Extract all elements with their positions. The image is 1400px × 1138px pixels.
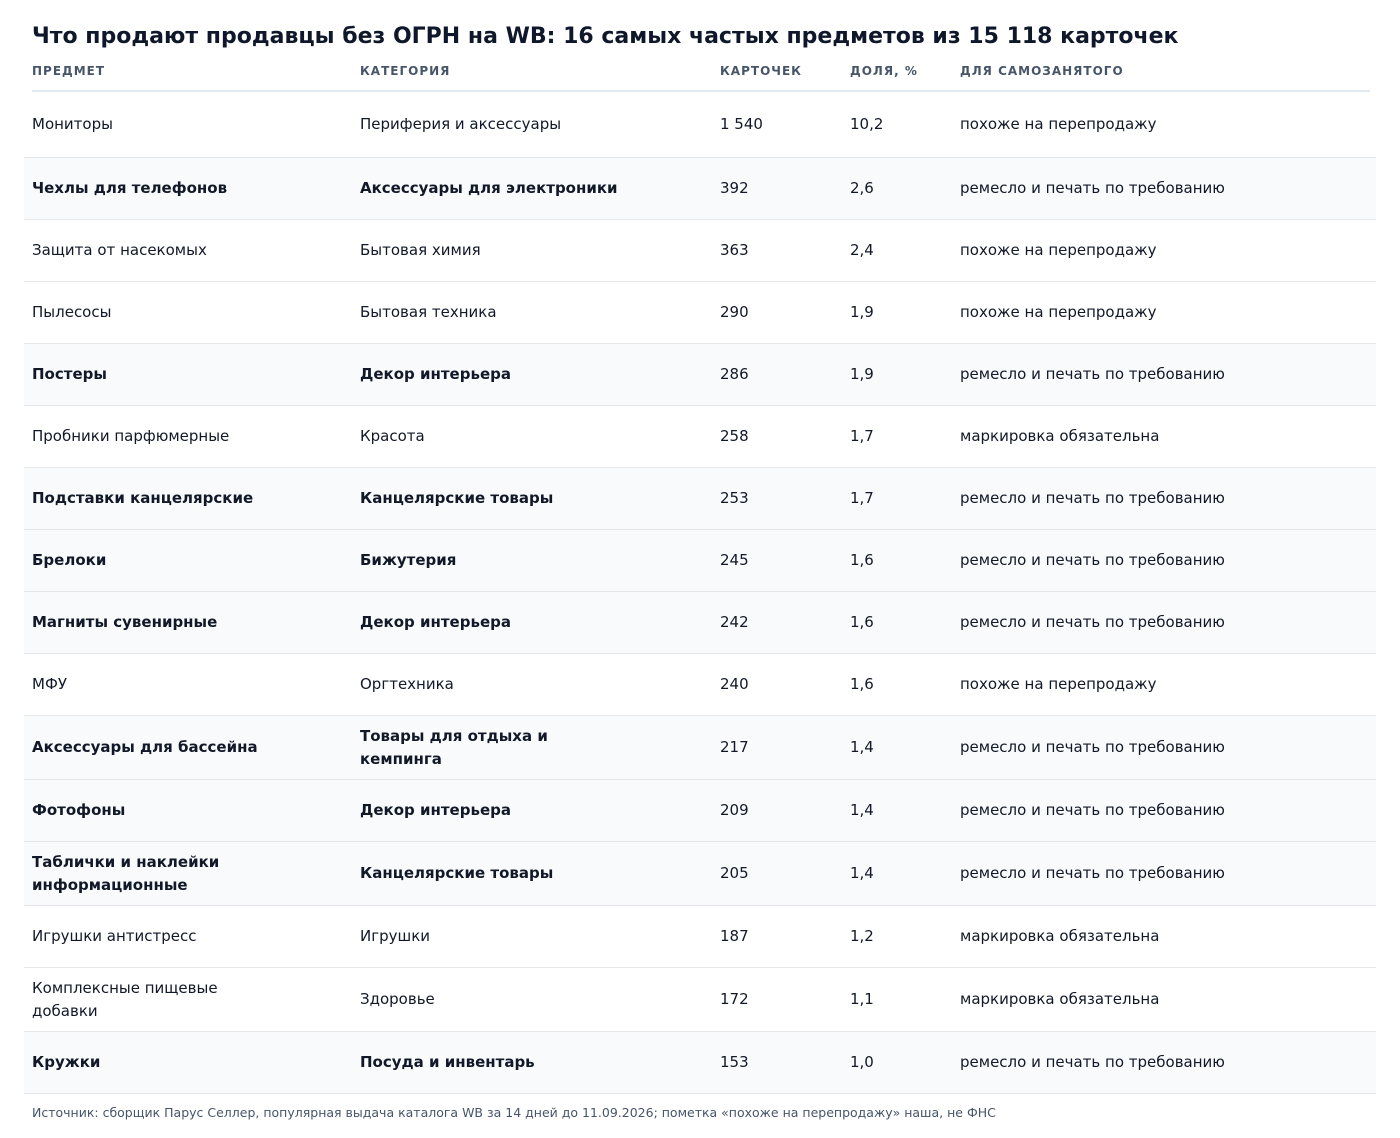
- cell-share: 1,6: [850, 675, 874, 693]
- source-note: Источник: сборщик Парус Селлер, популярная выдача каталога WB за 14 дней до 11.09.2026; пометка «похоже на перепродажу» наша, не ФНС: [32, 1105, 996, 1120]
- table-body: [24, 92, 1376, 1094]
- cell-subject: Брелоки: [32, 551, 107, 569]
- cell-share: 10,2: [850, 115, 884, 133]
- table-row: [24, 220, 1376, 282]
- cell-share: 1,1: [850, 990, 874, 1008]
- cell-category: Посуда и инвентарь: [360, 1053, 535, 1071]
- cell-subject: Мониторы: [32, 115, 113, 133]
- cell-cards: 1 540: [720, 115, 763, 133]
- cell-note: похоже на перепродажу: [960, 241, 1157, 259]
- column-header-share: ДОЛЯ, %: [850, 64, 918, 78]
- cell-note: ремесло и печать по требованию: [960, 738, 1225, 756]
- cell-cards: 187: [720, 927, 749, 945]
- table-row: [24, 92, 1376, 158]
- cell-share: 1,9: [850, 365, 874, 383]
- cell-category: Здоровье: [360, 990, 435, 1008]
- cell-note: маркировка обязательна: [960, 927, 1160, 945]
- column-header-cards: КАРТОЧЕК: [720, 64, 802, 78]
- cell-share: 1,0: [850, 1053, 874, 1071]
- table-row: [24, 654, 1376, 716]
- cell-cards: 253: [720, 489, 749, 507]
- cell-share: 1,6: [850, 613, 874, 631]
- table-row: [24, 716, 1376, 780]
- column-header-note: ДЛЯ САМОЗАНЯТОГО: [960, 64, 1124, 78]
- cell-category: Бытовая техника: [360, 303, 497, 321]
- table-row: [24, 344, 1376, 406]
- column-header-category: КАТЕГОРИЯ: [360, 64, 451, 78]
- cell-note: ремесло и печать по требованию: [960, 864, 1225, 882]
- cell-share: 1,4: [850, 738, 874, 756]
- cell-category: Декор интерьера: [360, 613, 511, 631]
- cell-cards: 258: [720, 427, 749, 445]
- table-row: [24, 842, 1376, 906]
- table-row: [24, 530, 1376, 592]
- table-row: [24, 406, 1376, 468]
- cell-note: похоже на перепродажу: [960, 115, 1157, 133]
- table-row: [24, 282, 1376, 344]
- cell-subject: Подставки канцелярские: [32, 489, 254, 507]
- cell-category: Бижутерия: [360, 551, 457, 569]
- cell-cards: 153: [720, 1053, 749, 1071]
- table-row: [24, 968, 1376, 1032]
- cell-cards: 242: [720, 613, 749, 631]
- cell-category: Аксессуары для электроники: [360, 179, 618, 197]
- cell-subject: Постеры: [32, 365, 107, 383]
- cell-note: ремесло и печать по требованию: [960, 1053, 1225, 1071]
- cell-subject: Аксессуары для бассейна: [32, 738, 258, 756]
- cell-subject: Кружки: [32, 1053, 101, 1071]
- cell-category: Периферия и аксессуары: [360, 115, 562, 133]
- cell-note: ремесло и печать по требованию: [960, 613, 1225, 631]
- cell-note: ремесло и печать по требованию: [960, 801, 1225, 819]
- cell-cards: 217: [720, 738, 749, 756]
- cell-note: ремесло и печать по требованию: [960, 551, 1225, 569]
- cell-note: маркировка обязательна: [960, 427, 1160, 445]
- cell-subject: Пылесосы: [32, 303, 112, 321]
- cell-share: 1,2: [850, 927, 874, 945]
- cell-category: Канцелярские товары: [360, 864, 554, 882]
- cell-cards: 245: [720, 551, 749, 569]
- cell-share: 1,9: [850, 303, 874, 321]
- table-row: [24, 592, 1376, 654]
- cell-category: Игрушки: [360, 927, 431, 945]
- cell-cards: 172: [720, 990, 749, 1008]
- cell-share: 2,4: [850, 241, 874, 259]
- cell-subject: Игрушки антистресс: [32, 927, 197, 945]
- cell-note: ремесло и печать по требованию: [960, 179, 1225, 197]
- cell-subject: Чехлы для телефонов: [32, 179, 228, 197]
- cell-cards: 363: [720, 241, 749, 259]
- cell-subject: Защита от насекомых: [32, 241, 207, 259]
- table-row: [24, 906, 1376, 968]
- table-header: [32, 60, 1370, 92]
- cell-cards: 286: [720, 365, 749, 383]
- cell-subject: Пробники парфюмерные: [32, 427, 230, 445]
- cell-category: Декор интерьера: [360, 365, 511, 383]
- cell-category: Товары для отдыха и кемпинга: [360, 726, 548, 768]
- cell-share: 1,6: [850, 551, 874, 569]
- cell-category: Бытовая химия: [360, 241, 481, 259]
- cell-subject: Фотофоны: [32, 801, 126, 819]
- cell-note: маркировка обязательна: [960, 990, 1160, 1008]
- cell-subject: Таблички и наклейки информационные: [32, 852, 220, 894]
- cell-note: ремесло и печать по требованию: [960, 489, 1225, 507]
- cell-subject: МФУ: [32, 675, 67, 693]
- cell-category: Канцелярские товары: [360, 489, 554, 507]
- table-row: [24, 1032, 1376, 1094]
- cell-category: Красота: [360, 427, 425, 445]
- cell-subject: Магниты сувенирные: [32, 613, 218, 631]
- column-header-subject: ПРЕДМЕТ: [32, 64, 106, 78]
- cell-cards: 392: [720, 179, 749, 197]
- cell-note: похоже на перепродажу: [960, 303, 1157, 321]
- cell-category: Оргтехника: [360, 675, 454, 693]
- cell-share: 1,7: [850, 427, 874, 445]
- table-row: [24, 468, 1376, 530]
- cell-share: 1,4: [850, 801, 874, 819]
- cell-subject: Комплексные пищевые добавки: [32, 978, 218, 1020]
- cell-cards: 290: [720, 303, 749, 321]
- cell-cards: 205: [720, 864, 749, 882]
- cell-share: 1,4: [850, 864, 874, 882]
- cell-note: похоже на перепродажу: [960, 675, 1157, 693]
- cell-cards: 209: [720, 801, 749, 819]
- table-row: [24, 158, 1376, 220]
- cell-share: 2,6: [850, 179, 874, 197]
- cell-cards: 240: [720, 675, 749, 693]
- table-row: [24, 780, 1376, 842]
- cell-note: ремесло и печать по требованию: [960, 365, 1225, 383]
- table-title: Что продают продавцы без ОГРН на WB: 16 самых частых предметов из 15 118 карточек: [32, 24, 1179, 49]
- cell-category: Декор интерьера: [360, 801, 511, 819]
- cell-share: 1,7: [850, 489, 874, 507]
